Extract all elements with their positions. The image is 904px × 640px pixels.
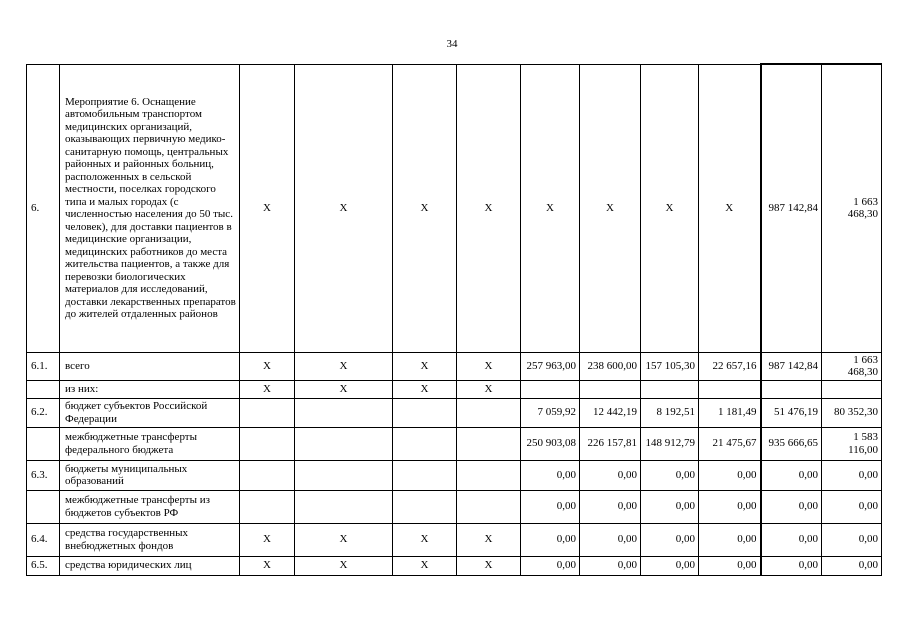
table-row [27, 398, 882, 427]
table-cell: 238 600,00 [580, 352, 641, 380]
table-cell: Х [699, 64, 761, 352]
table-cell [393, 398, 457, 427]
row-name: бюджеты муниципальных образований [60, 460, 240, 490]
table-row [27, 64, 882, 352]
table-cell: 0,00 [641, 556, 699, 575]
table-cell: Х [240, 380, 295, 398]
table-cell: 0,00 [580, 460, 641, 490]
table-cell [240, 398, 295, 427]
table-cell: Х [457, 556, 521, 575]
table-cell: 0,00 [521, 460, 580, 490]
row-number: 6.1. [27, 352, 60, 380]
table-cell [580, 380, 641, 398]
row-number: 6.2. [27, 398, 60, 427]
table-cell: Х [240, 556, 295, 575]
table-cell: 0,00 [699, 460, 761, 490]
table-cell: 0,00 [822, 490, 882, 523]
row-number: 6. [27, 64, 60, 352]
table-cell: Х [521, 64, 580, 352]
table-cell: 987 142,84 [761, 352, 822, 380]
table-cell: Х [240, 352, 295, 380]
table-row [27, 523, 882, 556]
row-name: бюджет субъектов Российской Федерации [60, 398, 240, 427]
table-cell: Х [240, 64, 295, 352]
table-cell: Х [295, 523, 393, 556]
table-cell [822, 380, 882, 398]
table-cell [240, 490, 295, 523]
table-cell: 148 912,79 [641, 427, 699, 460]
table-cell [393, 490, 457, 523]
table-cell: Х [641, 64, 699, 352]
table-cell: Х [393, 523, 457, 556]
table-cell: 80 352,30 [822, 398, 882, 427]
table-cell: Х [393, 556, 457, 575]
budget-table [26, 63, 882, 576]
table-cell: 51 476,19 [761, 398, 822, 427]
table-cell [295, 427, 393, 460]
table-cell: 157 105,30 [641, 352, 699, 380]
table-cell: 1 663 468,30 [822, 352, 882, 380]
table-cell [295, 398, 393, 427]
row-number: 6.5. [27, 556, 60, 575]
table-row [27, 427, 882, 460]
table-cell: 257 963,00 [521, 352, 580, 380]
table-cell [240, 427, 295, 460]
table-cell: 0,00 [699, 523, 761, 556]
table-cell [521, 380, 580, 398]
table-cell: 0,00 [521, 490, 580, 523]
table-cell: 21 475,67 [699, 427, 761, 460]
table-cell: Х [295, 352, 393, 380]
table-row [27, 556, 882, 575]
table-cell: 0,00 [761, 460, 822, 490]
page-number: 34 [446, 38, 458, 50]
table-row [27, 380, 882, 398]
table-cell: 0,00 [580, 556, 641, 575]
table-cell [641, 380, 699, 398]
table-cell: 0,00 [641, 523, 699, 556]
table-cell: Х [295, 380, 393, 398]
table-row [27, 490, 882, 523]
table-cell [393, 460, 457, 490]
table-cell: Х [457, 352, 521, 380]
table-cell: 0,00 [699, 556, 761, 575]
table-cell: 987 142,84 [761, 64, 822, 352]
table-cell: 0,00 [521, 556, 580, 575]
table-cell [457, 398, 521, 427]
table-cell: 1 583 116,00 [822, 427, 882, 460]
row-name: всего [60, 352, 240, 380]
table-cell: 0,00 [641, 490, 699, 523]
row-name: из них: [60, 380, 240, 398]
table-cell [295, 460, 393, 490]
table-cell: Х [580, 64, 641, 352]
table-cell: 935 666,65 [761, 427, 822, 460]
table-cell: Х [240, 523, 295, 556]
table-cell: Х [393, 64, 457, 352]
table-cell: 1 181,49 [699, 398, 761, 427]
table-cell: 250 903,08 [521, 427, 580, 460]
row-name: межбюджетные трансферты из бюджетов субъектов РФ [60, 490, 240, 523]
table-cell: 0,00 [822, 460, 882, 490]
table-cell [393, 427, 457, 460]
table-cell: 0,00 [822, 523, 882, 556]
row-name: Мероприятие 6. Оснащение автомобильным транспортом медицинских организаций, оказывающих первичную медико-санитарную помощь, центральных районных и районных больниц, расположенных в сельской местности, поселках городского типа и малых городах (с численностью населения до 50 тыс. человек), для доставки пациентов в медицинские организации, медицинских работников до места жительства пациентов, а также для перевозки биологических материалов для исследований, доставки лекарственных препаратов до жителей отдаленных районов [60, 64, 240, 352]
table-cell: 0,00 [580, 490, 641, 523]
table-cell: 1 663 468,30 [822, 64, 882, 352]
row-name: средства государственных внебюджетных фондов [60, 523, 240, 556]
row-number: 6.4. [27, 523, 60, 556]
row-number [27, 427, 60, 460]
table-cell: 7 059,92 [521, 398, 580, 427]
table-cell: 0,00 [580, 523, 641, 556]
table-cell [457, 490, 521, 523]
table-cell: 12 442,19 [580, 398, 641, 427]
table-cell: Х [457, 523, 521, 556]
table-row [27, 460, 882, 490]
table-cell: 226 157,81 [580, 427, 641, 460]
table-cell [761, 380, 822, 398]
table-row [27, 352, 882, 380]
table-cell: Х [393, 352, 457, 380]
row-name: межбюджетные трансферты федерального бюджета [60, 427, 240, 460]
table-cell [457, 460, 521, 490]
table-cell: 0,00 [761, 556, 822, 575]
table-cell: Х [295, 64, 393, 352]
table-cell: 0,00 [761, 490, 822, 523]
table-cell: 0,00 [822, 556, 882, 575]
table-cell: 0,00 [521, 523, 580, 556]
row-number: 6.3. [27, 460, 60, 490]
table-cell: 0,00 [699, 490, 761, 523]
table-cell [457, 427, 521, 460]
table-cell: Х [457, 64, 521, 352]
table-cell [240, 460, 295, 490]
table-cell: 0,00 [641, 460, 699, 490]
row-name: средства юридических лиц [60, 556, 240, 575]
table-cell [295, 490, 393, 523]
table-cell: Х [393, 380, 457, 398]
table-cell: Х [457, 380, 521, 398]
table-cell [699, 380, 761, 398]
table-cell: Х [295, 556, 393, 575]
row-number [27, 380, 60, 398]
table-cell: 8 192,51 [641, 398, 699, 427]
row-number [27, 490, 60, 523]
table-cell: 22 657,16 [699, 352, 761, 380]
table-cell: 0,00 [761, 523, 822, 556]
